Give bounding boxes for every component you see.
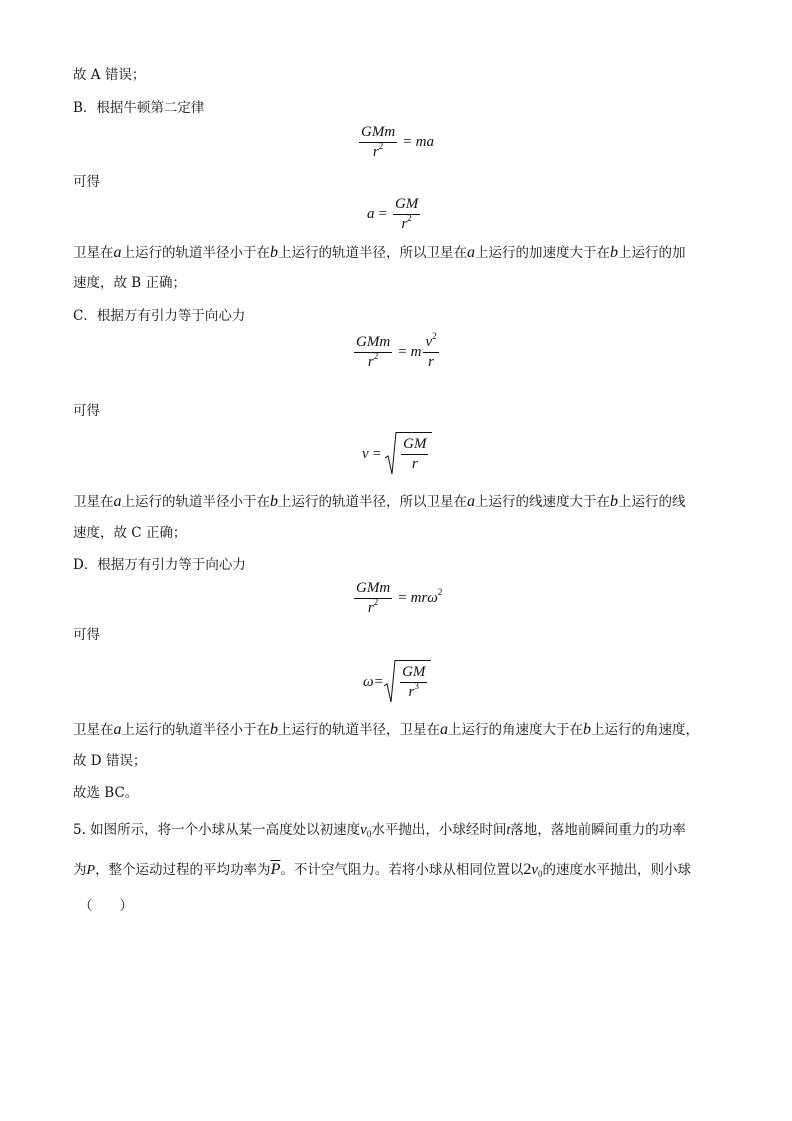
- numerator: GM: [400, 664, 427, 683]
- numerator: GMm: [354, 334, 392, 353]
- equation-acceleration: [367, 196, 422, 233]
- lhs: ω: [363, 673, 374, 690]
- fraction: [401, 436, 428, 473]
- text-line: B．根据牛顿第二定律: [73, 100, 205, 116]
- answer-blank: （ ）: [79, 898, 133, 914]
- text-line: 卫星在a上运行的轨道半径小于在b上运行的轨道半径，所以卫星在a上运行的加速度大于在b上运行的加: [73, 244, 686, 261]
- text-line: 速度，故 C 正确；: [73, 525, 187, 541]
- equation-angular-velocity: [363, 660, 431, 704]
- question-5-text: 5. 如图所示，将一个小球从某一高度处以初速度$v_0$水平抛出，小球经时间t落地，落地前瞬间重力的功率: [73, 822, 686, 839]
- text-line: 故 A 错误；: [73, 67, 146, 83]
- fraction: [354, 334, 392, 371]
- square-root: [385, 432, 432, 476]
- text-line: 故选 BC。: [73, 785, 139, 801]
- fraction: [359, 124, 397, 161]
- equals-sign: =: [403, 134, 412, 150]
- equation-centripetal-velocity: [352, 331, 441, 371]
- text-line: 可得: [73, 627, 100, 643]
- fraction: [423, 331, 438, 371]
- denominator: $r^2$: [367, 351, 379, 370]
- square-root: [384, 660, 431, 704]
- text-line: D．根据万有引力等于向心力: [73, 557, 246, 573]
- text-line: 卫星在a上运行的轨道半径小于在b上运行的轨道半径，所以卫星在a上运行的线速度大于在b上运行的线: [73, 493, 686, 510]
- equation-newton-second-law: [357, 124, 434, 161]
- text-line: 速度，故 B 正确；: [73, 275, 187, 291]
- denominator: $r^3$: [408, 681, 419, 700]
- numerator: GMm: [354, 580, 392, 599]
- text-line: 故 D 错误；: [73, 753, 147, 769]
- equals-sign: =: [398, 344, 407, 360]
- denominator: $r^2$: [367, 597, 379, 616]
- equation-velocity: [362, 432, 432, 476]
- mass: m: [410, 344, 422, 360]
- denominator: r: [428, 354, 434, 370]
- text-line: 卫星在a上运行的轨道半径小于在b上运行的轨道半径，卫星在a上运行的角速度大于在b上运行的角速度，: [73, 721, 699, 738]
- fraction: [400, 664, 427, 701]
- equals-sign: =: [372, 445, 382, 462]
- fraction: [393, 196, 420, 233]
- equals-sign: =: [378, 206, 387, 222]
- denominator: r: [411, 456, 418, 472]
- radical-sign-icon: [384, 660, 396, 704]
- question-5-text: 为P，整个运动过程的平均功率为$\overline{P}$。不计空气阻力。若将小球从相同位置以$2v_0$的速度水平抛出，则小球: [73, 861, 692, 879]
- rhs: ma: [415, 134, 434, 150]
- equation-centripetal-angular: [352, 580, 442, 617]
- equals-sign: =: [398, 590, 407, 606]
- denominator: $r^2$: [372, 141, 384, 160]
- text-line: C．根据万有引力等于向心力: [73, 308, 246, 324]
- equals-sign: =: [374, 673, 384, 690]
- denominator: $r^2$: [401, 213, 412, 232]
- rhs: mrω$^2$: [410, 587, 443, 606]
- radical-sign-icon: [385, 432, 397, 476]
- numerator: GM: [401, 436, 428, 455]
- text-line: 可得: [73, 174, 100, 190]
- text-line: 可得: [73, 403, 100, 419]
- numerator: GMm: [359, 124, 397, 143]
- numerator: $v^2$: [423, 334, 438, 353]
- fraction: [354, 580, 392, 617]
- numerator: GM: [393, 196, 420, 215]
- lhs: a: [367, 206, 375, 222]
- lhs: v: [362, 445, 369, 462]
